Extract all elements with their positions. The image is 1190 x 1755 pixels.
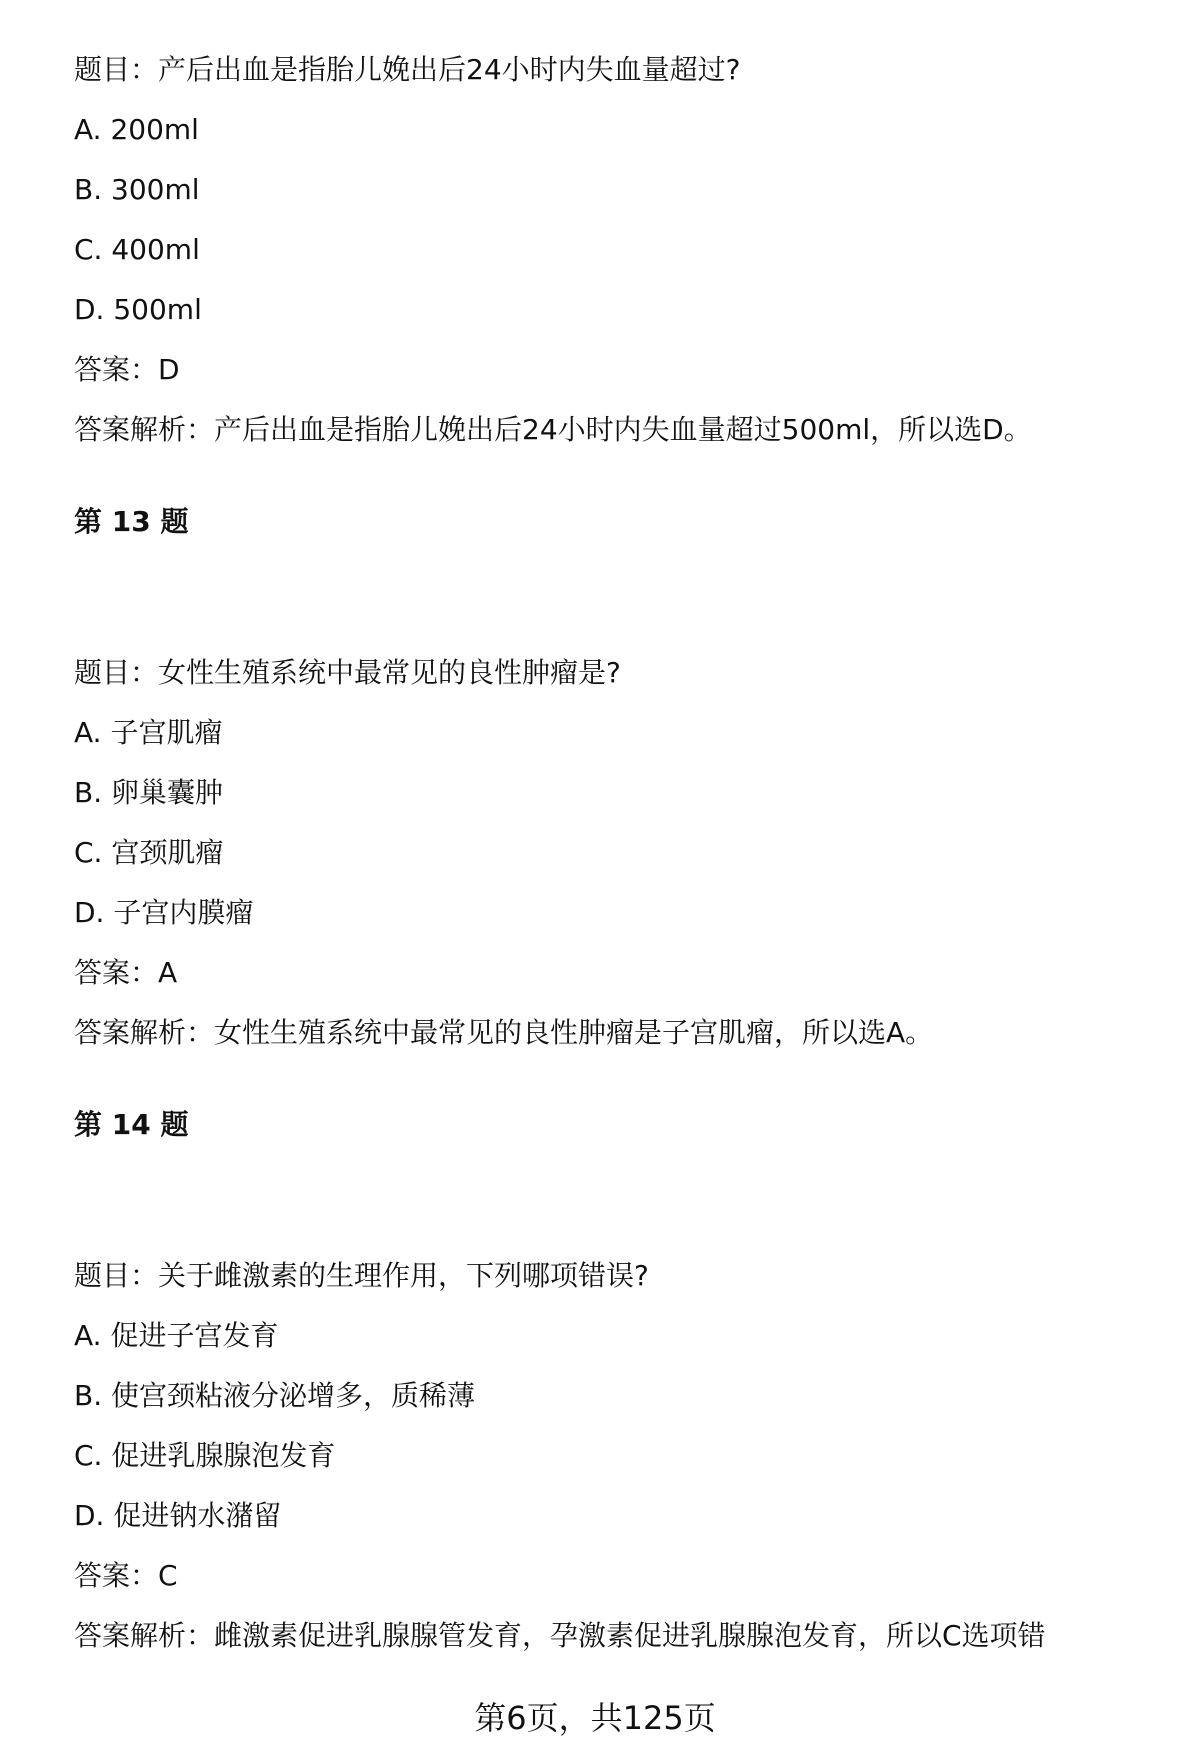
- option-b: B. 300ml: [74, 173, 200, 206]
- answer-explanation: 答案解析：雌激素促进乳腺腺管发育，孕激素促进乳腺腺泡发育，所以C选项错: [74, 1619, 1046, 1652]
- answer-explanation: 答案解析：产后出血是指胎儿娩出后24小时内失血量超过500ml，所以选D。: [74, 413, 1032, 446]
- answer-explanation: 答案解析：女性生殖系统中最常见的良性肿瘤是子宫肌瘤，所以选A。: [74, 1016, 934, 1049]
- question-text: 题目：女性生殖系统中最常见的良性肿瘤是?: [74, 656, 621, 689]
- question-heading: 第 13 题: [74, 505, 189, 538]
- option-a: A. 子宫肌瘤: [74, 716, 223, 749]
- question-heading: 第 14 题: [74, 1108, 189, 1141]
- answer: 答案：D: [74, 353, 180, 386]
- option-d: D. 子宫内膜瘤: [74, 896, 254, 929]
- option-a: A. 促进子宫发育: [74, 1319, 279, 1352]
- option-b: B. 使宫颈粘液分泌增多，质稀薄: [74, 1379, 476, 1412]
- option-b: B. 卵巢囊肿: [74, 776, 224, 809]
- page-number: 第6页，共125页: [474, 1699, 716, 1737]
- option-d: D. 500ml: [74, 293, 202, 326]
- option-c: C. 400ml: [74, 233, 200, 266]
- question-text: 题目：产后出血是指胎儿娩出后24小时内失血量超过?: [74, 53, 741, 86]
- option-a: A. 200ml: [74, 113, 199, 146]
- answer: 答案：C: [74, 1559, 178, 1592]
- option-c: C. 促进乳腺腺泡发育: [74, 1439, 336, 1472]
- question-text: 题目：关于雌激素的生理作用，下列哪项错误?: [74, 1259, 649, 1292]
- option-d: D. 促进钠水潴留: [74, 1499, 282, 1532]
- answer: 答案：A: [74, 956, 178, 989]
- option-c: C. 宫颈肌瘤: [74, 836, 224, 869]
